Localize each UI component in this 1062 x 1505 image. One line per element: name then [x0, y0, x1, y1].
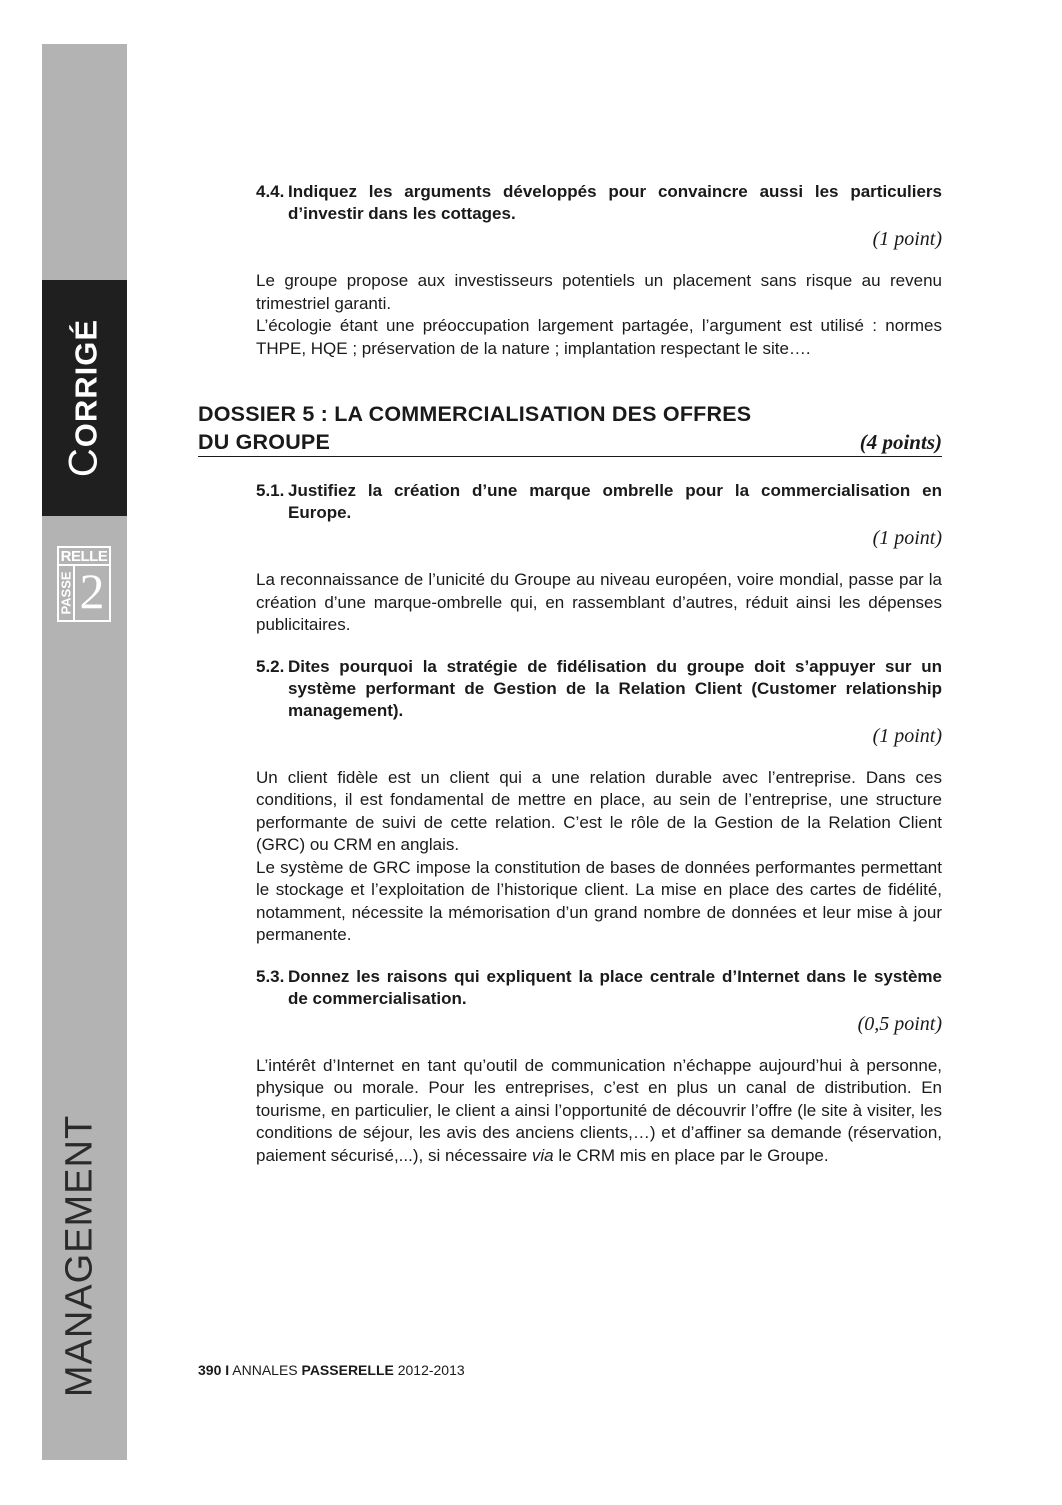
- answer-5-1: La reconnaissance de l’unicité du Groupe au niveau européen, voire mondial, passe par la création d’une marque-ombrelle qui, en rassemblant d’autres, réduit ainsi les dépenses publicitaires.: [256, 570, 942, 634]
- page-content: [198, 181, 942, 1167]
- question-5-3: 5.3. Donnez les raisons qui expliquent la place centrale d’Internet dans le système de commercialisation.: [256, 966, 942, 1008]
- logo-top-text: RELLE: [60, 548, 108, 565]
- question-5-1-points: (1 point): [872, 527, 942, 549]
- question-5-2: 5.2. Dites pourquoi la stratégie de fidélisation du groupe doit s’appuyer sur un système performant de Gestion de la Relation Client (Customer relationship management).: [256, 656, 942, 720]
- passerelle-2-logo: [57, 546, 111, 622]
- question-4-4: 4.4. Indiquez les arguments développés pour convaincre aussi les particuliers d’investir dans les cottages.: [256, 182, 942, 223]
- answer-5-3: L’intérêt d’Internet en tant qu’outil de communication n’échappe aujourd’hui à personne, physique ou morale. Pour les entreprises, c’est en plus un canal de distribution. En tourisme, en particulier, le client a ainsi l’opportunité de découvrir l’offre (le site à visiter, les conditions de séjour, les avis des anciens clients,…) et d’affiner sa demande (réservation, paiement sécurisé,...), si nécessaire via le CRM mis en place par le Groupe.: [256, 1055, 942, 1165]
- question-5-3-points: (0,5 point): [857, 1012, 942, 1035]
- answer-4-4: Le groupe propose aux investisseurs potentiels un placement sans risque au revenu trimestriel garanti. L’écologie étant une préoccupation largement partagée, l’argument est utilisé : normes THPE, HQE ; préservation de la nature ; implantation respectant le site….: [256, 271, 942, 358]
- question-4-4-points: (1 point): [872, 228, 942, 250]
- corrige-label: CORRIGÉ: [61, 318, 106, 478]
- page-number: 390 I: [198, 1362, 230, 1378]
- answer-5-2: Un client fidèle est un client qui a une relation durable avec l’entreprise. Dans ces conditions, il est fondamental de mettre en place, au sein de l’entreprise, une structure performante de suivi de cette relation. C’est le rôle de la Gestion de la Relation Client (GRC) ou CRM en anglais. Le système de GRC impose la constitution de bases de données performantes permettant le stockage et l’exploitation de l’historique client. La mise en place des cartes de fidélité, notamment, nécessite la mémorisation d’un grand nombre de données et leur mise à jour permanente.: [256, 767, 942, 944]
- question-5-2-points: (1 point): [872, 724, 942, 747]
- page-footer: 390 I ANNALES PASSERELLE 2012-2013: [198, 1362, 465, 1378]
- logo-number: 2: [79, 563, 105, 619]
- dossier-5-heading: DOSSIER 5 : LA COMMERCIALISATION DES OFFRES DU GROUPE (4 points): [198, 400, 942, 457]
- question-5-1: 5.1. Justifiez la création d’une marque ombrelle pour la commercialisation en Europe.: [256, 481, 942, 522]
- dossier-5-points: (4 points): [859, 430, 942, 454]
- management-label: MANAGEMENT: [58, 1114, 101, 1398]
- logo-side-text: PASSE: [58, 571, 74, 615]
